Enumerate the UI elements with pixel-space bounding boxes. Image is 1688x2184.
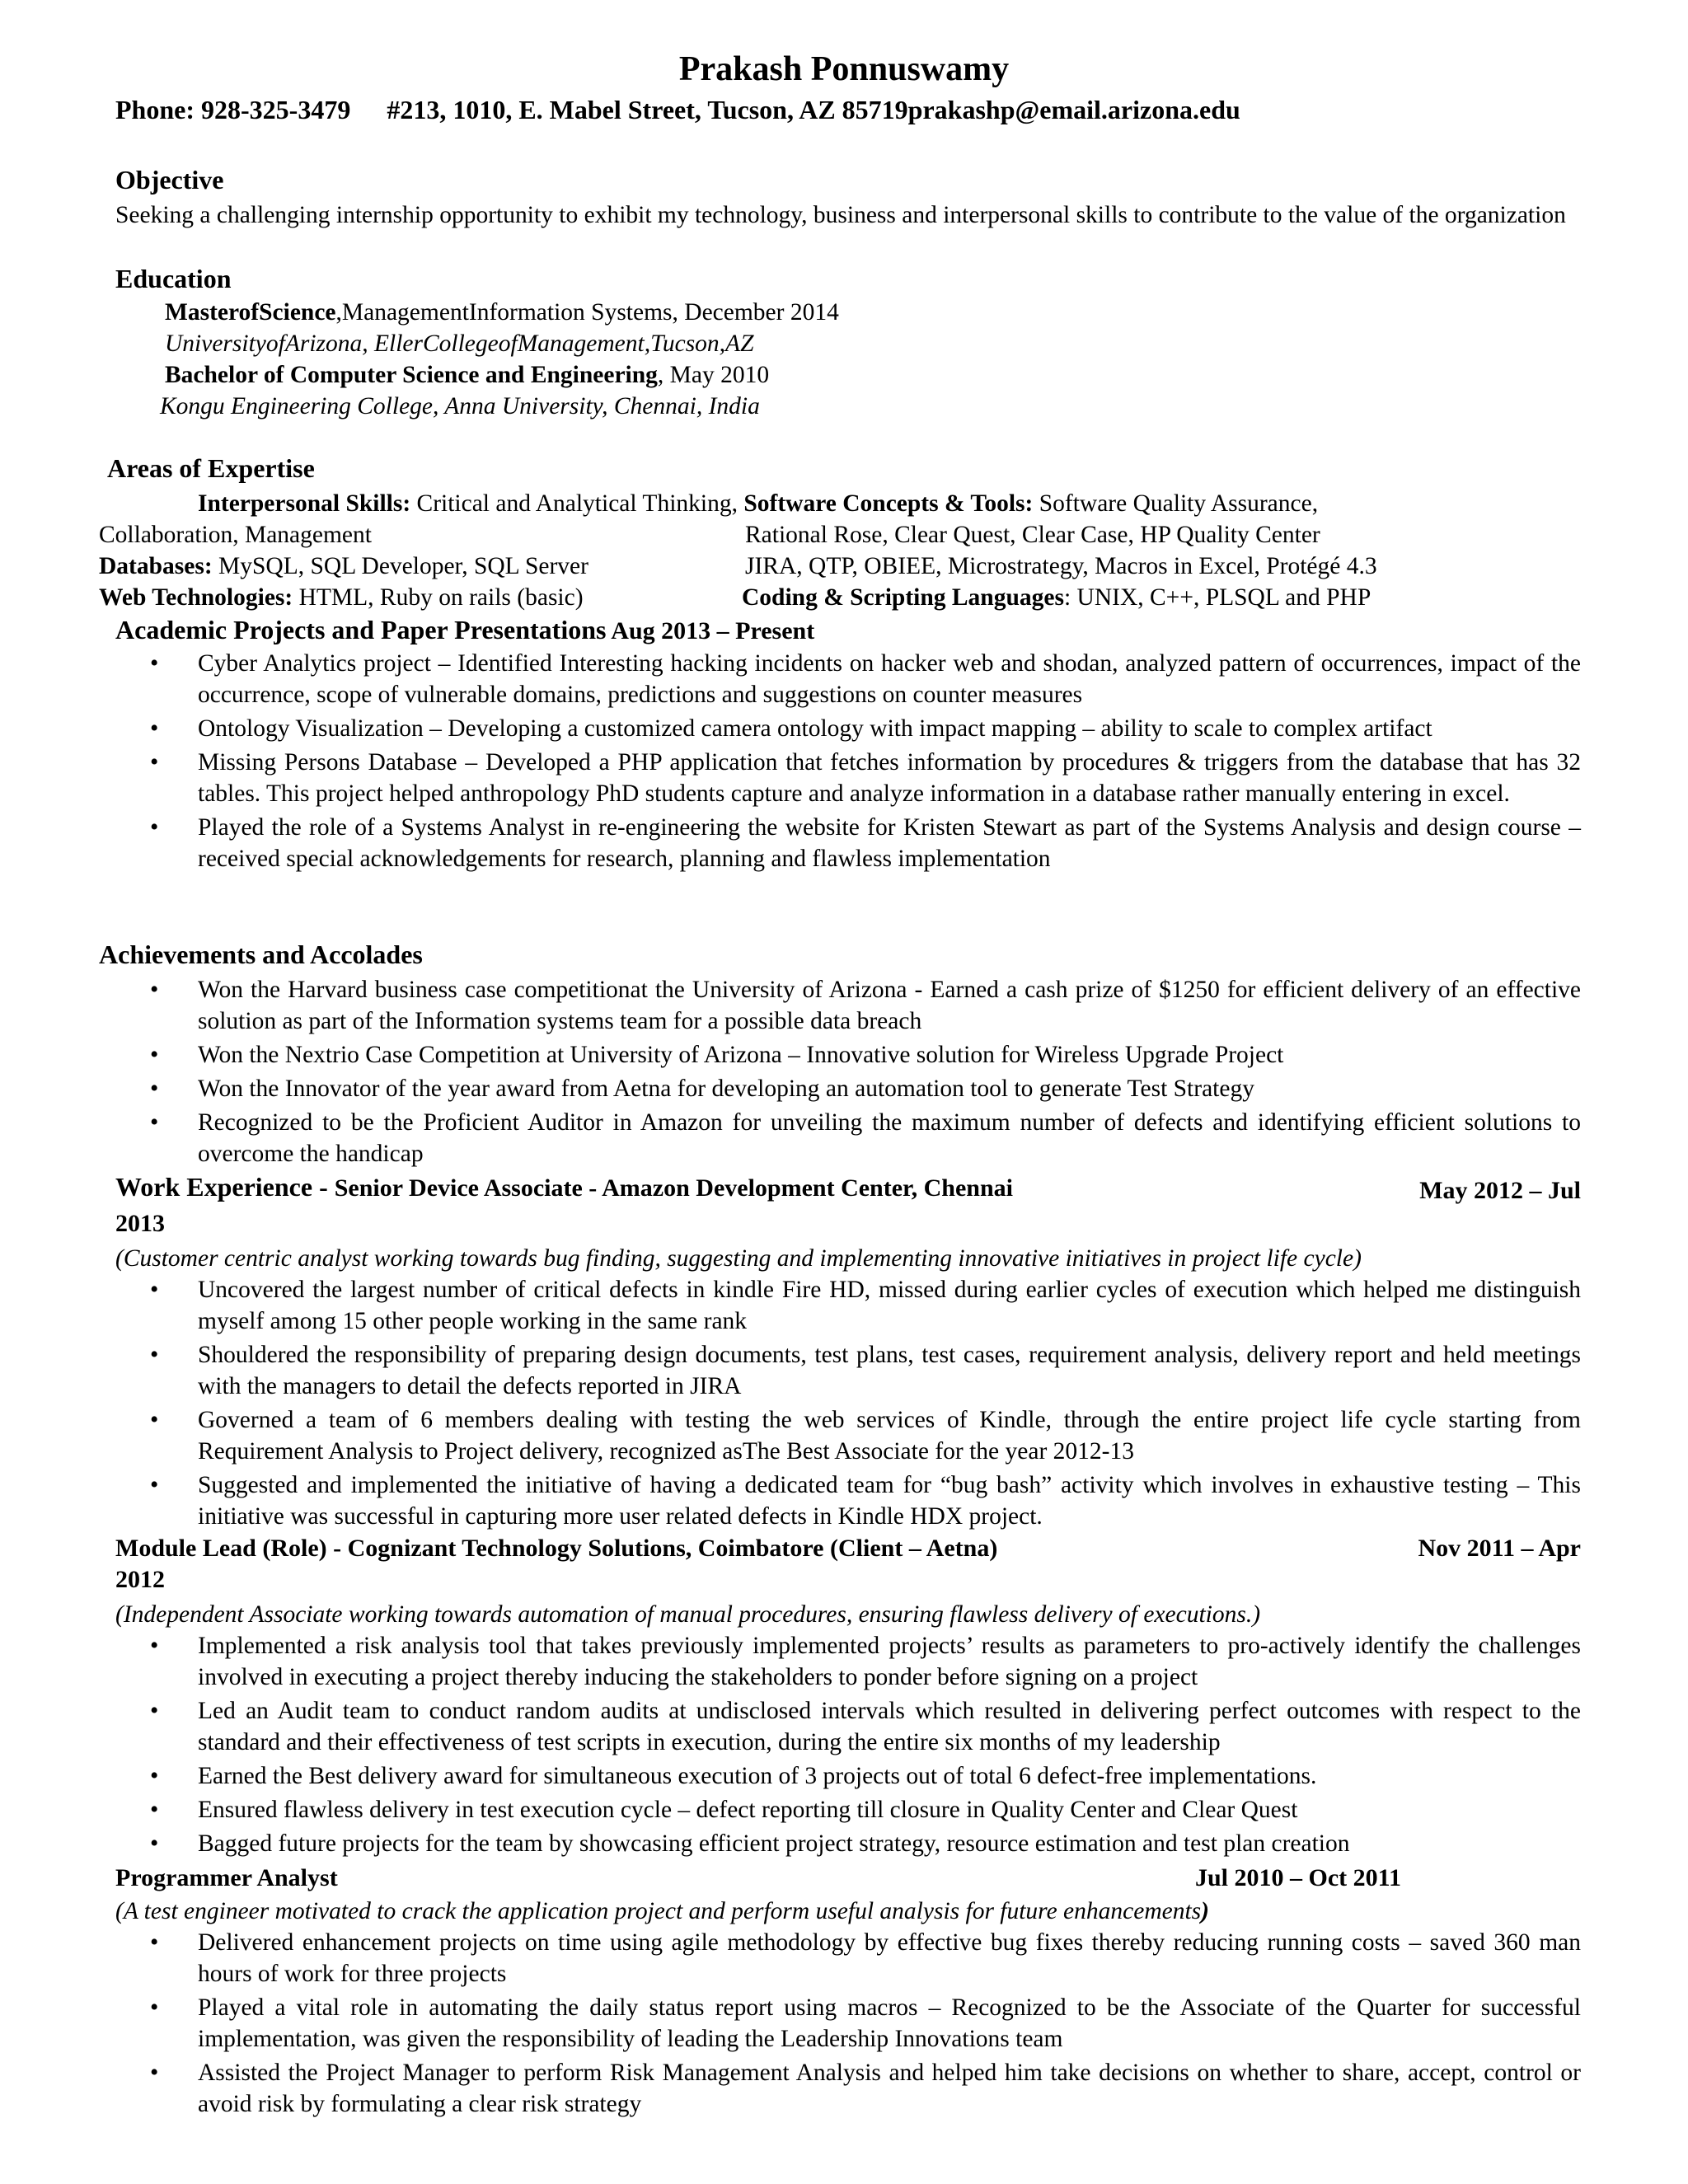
- academic-date: Aug 2013 – Present: [606, 617, 815, 644]
- job-3-description-end: ): [1201, 1898, 1209, 1924]
- achievements-list: [115, 974, 1581, 1172]
- education-school-2: Kongu Engineering College, Anna University, Chennai, India: [160, 393, 760, 419]
- job-1-description: (Customer centric analyst working towards bug finding, suggesting and implementing innovative initiatives in project life cycle): [115, 1245, 1362, 1272]
- list-item: • Governed a team of 6 members dealing with testing the web services of Kindle, through the entire project life cycle starting from Requirement Analysis to Project delivery, recognized asThe Best Associate for the year 2012-13: [115, 1404, 1581, 1467]
- coding-label: Coding & Scripting Languages: [742, 584, 1064, 611]
- degree-2-details: , May 2010: [657, 362, 770, 388]
- coding-line: [742, 582, 1371, 613]
- expertise-line-1: [198, 488, 1318, 519]
- job-3-description: (A test engineer motivated to crack the application project and perform useful analysis for future enhancements: [115, 1898, 1202, 1924]
- list-item: • Recognized to be the Proficient Auditor in Amazon for unveiling the maximum number of defects and identifying efficient solutions to overcome the handicap: [115, 1107, 1581, 1169]
- databases-label: Databases:: [99, 553, 213, 579]
- job-3-list: [115, 1927, 1581, 2122]
- education-degree-2: [165, 359, 769, 391]
- software-value-1: Software Quality Assurance,: [1033, 490, 1319, 517]
- job-3-date: Jul 2010 – Oct 2011: [1195, 1864, 1402, 1891]
- web-value: HTML, Ruby on rails (basic): [293, 584, 584, 611]
- interpersonal-label: Interpersonal Skills:: [198, 490, 411, 517]
- list-item: • Shouldered the responsibility of preparing design documents, test plans, test cases, requirement analysis, delivery report and held meetings with the managers to detail the defects reported in JIRA: [115, 1339, 1581, 1402]
- web-label: Web Technologies:: [99, 584, 293, 611]
- list-item: • Played a vital role in automating the daily status report using macros – Recognized to be the Associate of the Quarter for successful implementation, was given the responsibility of leading the Leadership Innovations team: [115, 1992, 1581, 2055]
- interpersonal-value: Critical and Analytical Thinking,: [410, 490, 744, 517]
- interpersonal-value-2: Collaboration, Management: [99, 522, 372, 548]
- databases-line: [99, 551, 588, 582]
- academic-list: [115, 648, 1581, 877]
- list-item: • Earned the Best delivery award for simultaneous execution of 3 projects out of total 6 defect-free implementations.: [115, 1760, 1581, 1792]
- list-item: • Implemented a risk analysis tool that takes previously implemented projects’ results as parameters to pro-actively identify the challenges involved in executing a project thereby inducing the stakeholders to ponder before signing on a project: [115, 1630, 1581, 1693]
- education-school-1: UniversityofArizona, EllerCollegeofManagement,Tucson,AZ: [165, 330, 754, 357]
- list-item: • Won the Nextrio Case Competition at University of Arizona – Innovative solution for Wireless Upgrade Project: [115, 1039, 1581, 1071]
- degree-2-name: Bachelor of Computer Science and Engineering: [165, 362, 658, 388]
- list-item: • Led an Audit team to conduct random audits at undisclosed intervals which resulted in delivering perfect outcomes with respect to the standard and their effectiveness of test scripts in execution, during the entire six months of my leadership: [115, 1695, 1581, 1758]
- degree-1-details: ,ManagementInformation Systems, December 2014: [335, 299, 839, 326]
- list-item: • Won the Innovator of the year award from Aetna for developing an automation tool to generate Test Strategy: [115, 1073, 1581, 1104]
- job-3-description-line: [115, 1896, 1209, 1927]
- job-2-list: [115, 1630, 1581, 1862]
- work-heading-line: [115, 1172, 1013, 1202]
- contact-line: [115, 95, 1240, 125]
- phone: Phone: 928-325-3479: [115, 95, 351, 124]
- job-2-date-year: 2012: [115, 1566, 165, 1593]
- job-2-title: Module Lead (Role) - Cognizant Technology Solutions, Coimbatore (Client – Aetna): [115, 1535, 998, 1562]
- education-heading: Education: [115, 264, 232, 293]
- education-degree-1: [165, 297, 839, 328]
- work-heading: Work Experience -: [115, 1172, 335, 1202]
- coding-value: : UNIX, C++, PLSQL and PHP: [1063, 584, 1372, 611]
- job-1-date-year: 2013: [115, 1210, 165, 1237]
- list-item: • Ensured flawless delivery in test execution cycle – defect reporting till closure in Quality Center and Clear Quest: [115, 1794, 1581, 1825]
- candidate-name: Prakash Ponnuswamy: [678, 50, 1010, 88]
- list-item: • Delivered enhancement projects on time using agile methodology by effective bug fixes thereby reducing running costs – saved 360 man hours of work for three projects: [115, 1927, 1581, 1990]
- list-item: • Played the role of a Systems Analyst in re-engineering the website for Kristen Stewart as part of the Systems Analysis and design course – received special acknowledgements for research, planning and flawless implementation: [115, 812, 1581, 874]
- degree-1-name: MasterofScience: [165, 299, 336, 326]
- address-email: #213, 1010, E. Mabel Street, Tucson, AZ 85719prakashp@email.arizona.edu: [387, 95, 1240, 124]
- list-item: • Uncovered the largest number of critical defects in kindle Fire HD, missed during earlier cycles of execution which helped me distinguish myself among 15 other people working in the same rank: [115, 1274, 1581, 1337]
- objective-heading: Objective: [115, 165, 224, 194]
- list-item: • Assisted the Project Manager to perform Risk Management Analysis and helped him take decisions on whether to share, accept, control or avoid risk by formulating a clear risk strategy: [115, 2057, 1581, 2120]
- job-3-title: Programmer Analyst: [115, 1864, 338, 1891]
- list-item: • Suggested and implemented the initiative of having a dedicated team for “bug bash” activity which involves in exhaustive testing – This initiative was successful in capturing more user related defects in Kindle HDX project.: [115, 1469, 1581, 1532]
- objective-text: Seeking a challenging internship opportunity to exhibit my technology, business and interpersonal skills to contribute to the value of the organization: [115, 202, 1566, 228]
- achievements-heading: Achievements and Accolades: [99, 940, 423, 969]
- web-tech-line: [99, 582, 584, 613]
- expertise-heading: Areas of Expertise: [107, 453, 315, 483]
- databases-value: MySQL, SQL Developer, SQL Server: [212, 553, 588, 579]
- list-item: • Cyber Analytics project – Identified Interesting hacking incidents on hacker web and shodan, analyzed pattern of occurrences, impact of the occurrence, scope of vulnerable domains, predictions and suggestions on counter measures: [115, 648, 1581, 710]
- job-1-date: May 2012 – Jul: [1419, 1177, 1581, 1204]
- academic-heading-line: [115, 615, 814, 645]
- job-1-title: Senior Device Associate - Amazon Development Center, Chennai: [334, 1174, 1013, 1202]
- academic-heading: Academic Projects and Paper Presentations: [115, 615, 607, 644]
- list-item: • Ontology Visualization – Developing a customized camera ontology with impact mapping – ability to scale to complex artifact: [115, 713, 1581, 744]
- software-value-3: JIRA, QTP, OBIEE, Microstrategy, Macros in Excel, Protégé 4.3: [745, 553, 1377, 579]
- software-value-2: Rational Rose, Clear Quest, Clear Case, HP Quality Center: [745, 522, 1320, 548]
- list-item: • Bagged future projects for the team by showcasing efficient project strategy, resource estimation and test plan creation: [115, 1828, 1581, 1859]
- list-item: • Won the Harvard business case competitionat the University of Arizona - Earned a cash prize of $1250 for efficient delivery of an effective solution as part of the Information systems team for a possible data breach: [115, 974, 1581, 1037]
- job-2-description: (Independent Associate working towards automation of manual procedures, ensuring flawless delivery of executions.): [115, 1601, 1261, 1628]
- job-2-date: Nov 2011 – Apr: [1418, 1535, 1581, 1562]
- job-1-list: [115, 1274, 1581, 1535]
- software-label: Software Concepts & Tools:: [743, 490, 1034, 517]
- list-item: • Missing Persons Database – Developed a PHP application that fetches information by procedures & triggers from the database that has 32 tables. This project helped anthropology PhD students capture and analyze information in a database rather manually entering in excel.: [115, 747, 1581, 809]
